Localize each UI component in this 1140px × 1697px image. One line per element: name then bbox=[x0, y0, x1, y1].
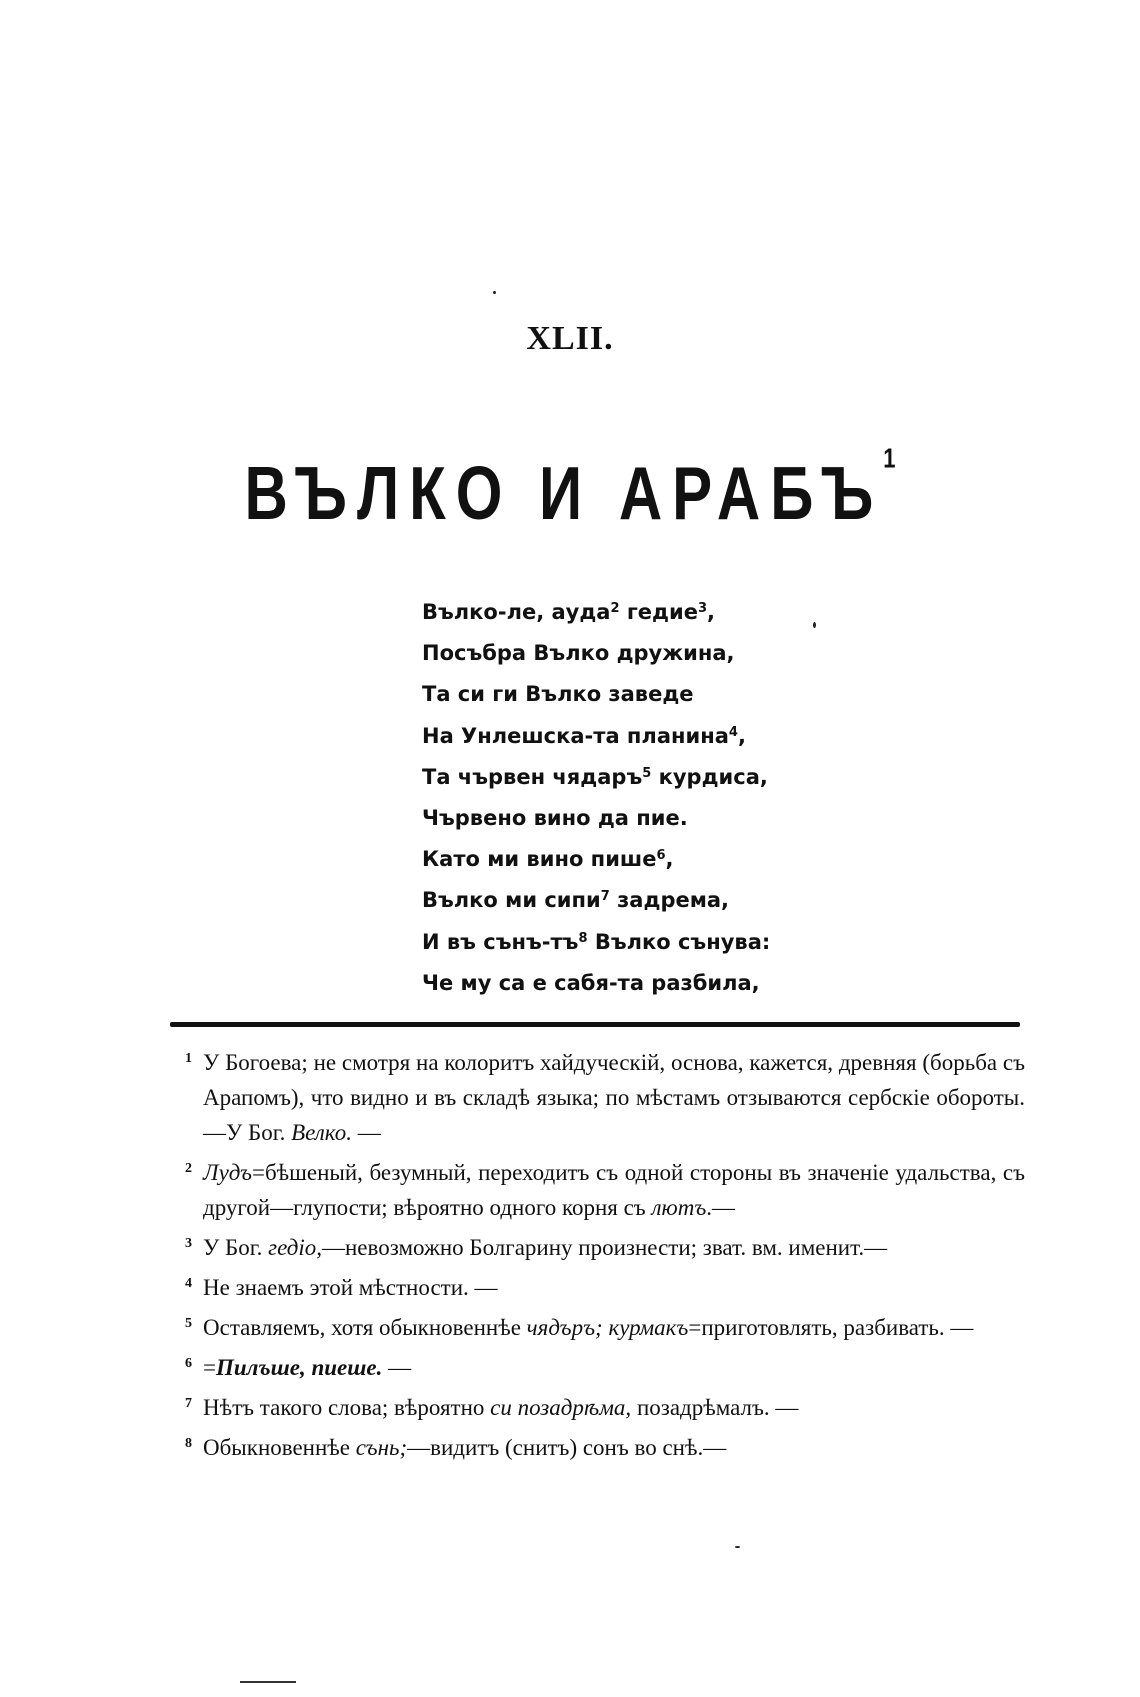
verse-line bbox=[422, 880, 942, 921]
note-ref: 2 bbox=[610, 601, 620, 616]
verse-text: курдиса, bbox=[651, 764, 768, 789]
verse-text: Вълко сънува: bbox=[587, 929, 771, 954]
footnote-mark: 3 bbox=[185, 1236, 192, 1251]
verse-line bbox=[422, 757, 942, 798]
footnote-text: .— bbox=[706, 1195, 736, 1220]
footnotes bbox=[185, 1045, 1025, 1470]
note-ref: 8 bbox=[578, 930, 588, 946]
verse-line bbox=[422, 839, 942, 880]
note-ref: 6 bbox=[656, 848, 666, 864]
footnote-text: =бѣшеный, безумный, переходитъ съ одной стороны въ значеніе удальства, съ другой—глупости; вѣроятно одного корня съ bbox=[203, 1160, 1025, 1220]
verse-line bbox=[422, 674, 942, 715]
footnote-text: — bbox=[382, 1355, 412, 1380]
ink-speck bbox=[493, 291, 496, 294]
footnote-text: —видитъ (снитъ) сонъ во снѣ.— bbox=[407, 1435, 727, 1460]
footnote-text: позадрѣмалъ. — bbox=[631, 1395, 799, 1420]
note-ref: 5 bbox=[642, 765, 652, 781]
footnote-6 bbox=[185, 1350, 1025, 1385]
verse-text: На Унлешска-та планина bbox=[422, 723, 729, 748]
verse-text: Чървено вино да пие. bbox=[422, 806, 688, 831]
verse-text: Та си ги Вълко заведе bbox=[422, 682, 694, 707]
verse-text: Вълко-ле, ауда bbox=[422, 600, 611, 624]
poem-title-text: ВЪЛКО И АРАБЪ bbox=[244, 451, 884, 535]
footnote-3 bbox=[185, 1230, 1025, 1265]
footnote-italic: Велко. bbox=[291, 1120, 352, 1145]
footnote-italic: гедіо, bbox=[268, 1235, 322, 1260]
footnote-italic: чядъръ; курмакъ bbox=[526, 1315, 689, 1340]
footnote-mark: 7 bbox=[185, 1396, 192, 1411]
footnote-mark: 6 bbox=[185, 1356, 192, 1371]
footnote-mark: 4 bbox=[185, 1276, 192, 1291]
footnote-text: Не знаемъ этой мѣстности. — bbox=[203, 1275, 498, 1300]
footnote-text: —невозможно Болгарину произнести; зват. вм. именит.— bbox=[321, 1235, 888, 1260]
note-ref: 3 bbox=[697, 601, 708, 616]
footnote-italic: сънь; bbox=[355, 1435, 408, 1460]
verse-text: задрема, bbox=[609, 888, 730, 913]
verse-line bbox=[422, 716, 942, 757]
verse-text: , bbox=[737, 723, 746, 748]
footnote-text: У Бог. bbox=[203, 1235, 269, 1260]
note-ref: 4 bbox=[728, 724, 738, 740]
verse-line bbox=[422, 963, 942, 1004]
note-ref: 7 bbox=[600, 889, 610, 905]
footnote-text: Обыкновеннѣе bbox=[203, 1435, 356, 1460]
verse-text: Че му са е сабя-та разбила, bbox=[422, 970, 760, 995]
footnote-5 bbox=[185, 1310, 1025, 1345]
footnote-italic: Пилъше, пиеше. bbox=[215, 1355, 383, 1380]
verse-text: , bbox=[665, 847, 674, 872]
verse-text: , bbox=[707, 600, 715, 624]
footnote-mark: 2 bbox=[185, 1161, 192, 1176]
verse-line bbox=[422, 592, 942, 633]
verse-text: гедие bbox=[619, 600, 698, 624]
footnote-text: — bbox=[351, 1120, 381, 1145]
verse-line bbox=[422, 633, 942, 674]
footnote-mark: 1 bbox=[185, 1051, 192, 1066]
verse-text: Като ми вино пише bbox=[422, 847, 657, 872]
footnote-italic: си позадрѣма, bbox=[490, 1395, 632, 1420]
ink-speck bbox=[735, 1546, 740, 1548]
footnote-text: Нѣтъ такого слова; вѣроятно bbox=[203, 1395, 491, 1420]
footnote-mark: 5 bbox=[185, 1316, 192, 1331]
footnote-mark: 8 bbox=[185, 1436, 192, 1451]
verse-text: Посъбра Вълко дружина, bbox=[422, 641, 735, 666]
footnote-italic: Лудъ bbox=[203, 1160, 252, 1185]
poem-number: XLII. bbox=[526, 320, 614, 357]
footnote-divider bbox=[170, 1022, 1020, 1027]
verse-line bbox=[422, 798, 942, 839]
poem-verse bbox=[422, 592, 942, 1004]
footnote-1 bbox=[185, 1045, 1025, 1150]
footnote-2 bbox=[185, 1155, 1025, 1225]
verse-text: Вълко ми сипи bbox=[422, 888, 601, 913]
footnote-text: = bbox=[203, 1355, 216, 1380]
footnote-7 bbox=[185, 1390, 1025, 1425]
verse-line bbox=[422, 922, 942, 963]
title-note-ref: 1 bbox=[883, 442, 896, 474]
footnote-8 bbox=[185, 1430, 1025, 1465]
footnote-4 bbox=[185, 1270, 1025, 1305]
verse-text: И въ сънъ-тъ bbox=[422, 929, 579, 954]
poem-title bbox=[0, 442, 1140, 536]
verse-text: Та чървен чядаръ bbox=[422, 764, 643, 789]
bottom-rule bbox=[240, 1681, 296, 1683]
footnote-text: =приготовлять, разбивать. — bbox=[688, 1315, 974, 1340]
footnote-italic: лютъ bbox=[651, 1195, 707, 1220]
footnote-text: Оставляемъ, хотя обыкновеннѣе bbox=[203, 1315, 527, 1340]
footnote-text: У Богоева; не смотря на колоритъ хайдуческій, основа, кажется, древняя (борьба съ Арапомъ), что видно и въ складѣ языка; по мѣстамъ отзываются сербскіе обороты.—У Бог. bbox=[203, 1050, 1025, 1145]
